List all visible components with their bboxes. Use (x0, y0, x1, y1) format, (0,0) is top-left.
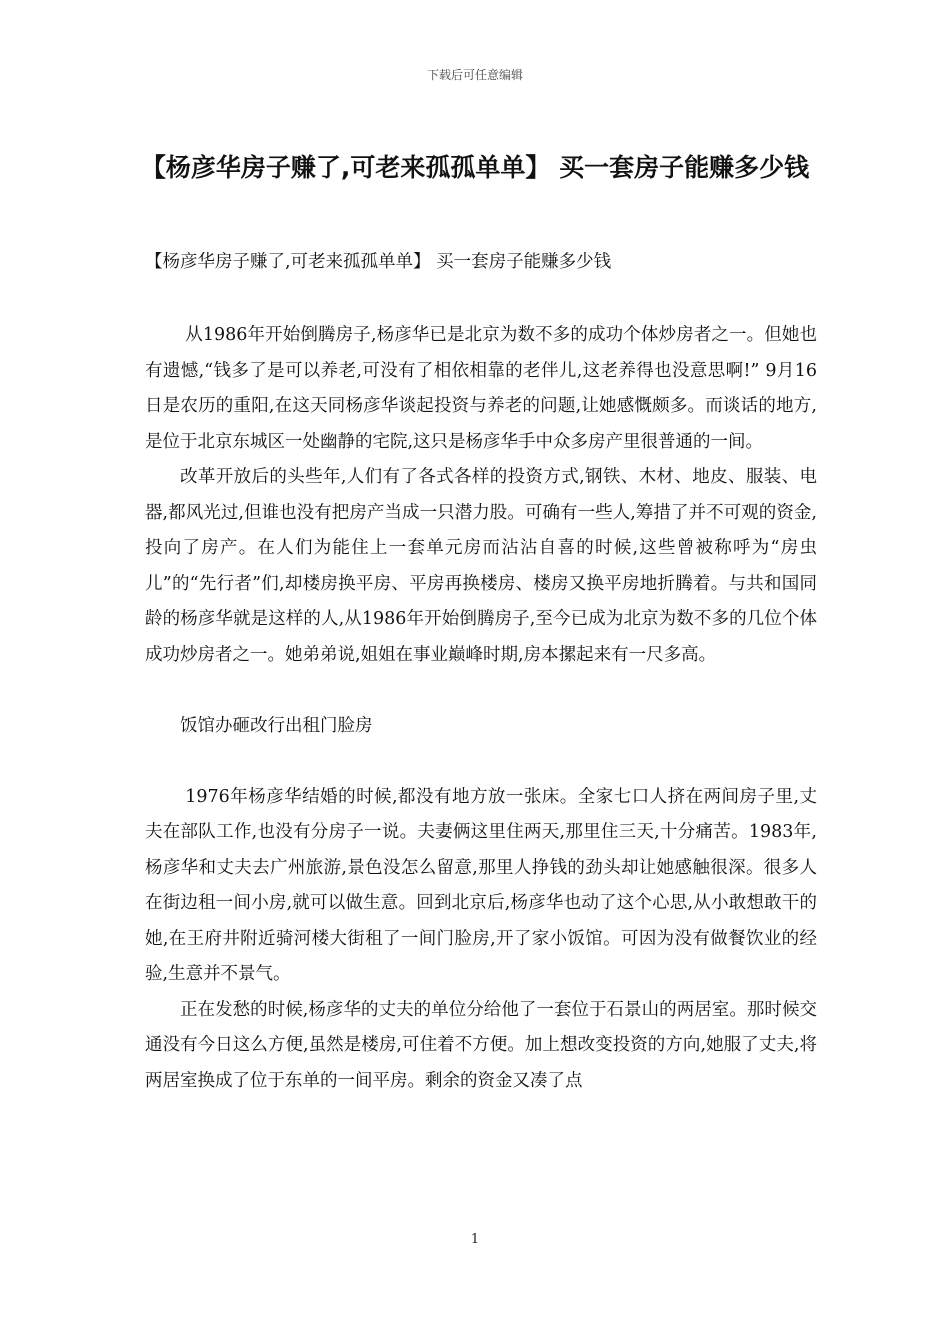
paragraph-1: 从1986年开始倒腾房子,杨彦华已是北京为数不多的成功个体炒房者之一。但她也有遗憾,“钱多了是可以养老,可没有了相依相靠的老伴儿,这老养得也没意思啊!” 9月16日是农历的重阳,在这天同杨彦华谈起投资与养老的问题,让她感慨颇多。而谈话的地方,是位于北京东城区一处幽静的宅院,这只是杨彦华手中众多房产里很普通的一间。 (145, 325, 817, 452)
paragraph-2: 改革开放后的头些年,人们有了各式各样的投资方式,钢铁、木材、地皮、服装、电器,都风光过,但谁也没有把房产当成一只潜力股。可确有一些人,筹措了并不可观的资金,投向了房产。在人们为能住上一套单元房而沾沾自喜的时候,这些曾被称呼为“房虫儿”的“先行者”们,却楼房换平房、平房再换楼房、楼房又换平房地折腾着。与共和国同龄的杨彦华就是这样的人,从1986年开始倒腾房子,至今已成为北京为数不多的几位个体成功炒房者之一。她弟弟说,姐姐在事业巅峰时期,房本摞起来有一尺多高。 (145, 467, 817, 665)
article-body (145, 318, 817, 1099)
document-title: 【杨彦华房子赚了,可老来孤孤单单】 买一套房子能赚多少钱 (140, 153, 810, 182)
page-header-note: 下载后可任意编辑 (426, 68, 523, 82)
section-heading: 饭馆办砸改行出租门脸房 (180, 715, 373, 736)
paragraph-3: 1976年杨彦华结婚的时候,都没有地方放一张床。全家七口人挤在两间房子里,丈夫在部队工作,也没有分房子一说。夫妻俩这里住两天,那里住三天,十分痛苦。1983年,杨彦华和丈夫去广州旅游,景色没怎么留意,那里人挣钱的劲头却让她感触很深。很多人在街边租一间小房,就可以做生意。回到北京后,杨彦华也动了这个心思,从小敢想敢干的她,在王府井附近骑河楼大街租了一间门脸房,开了家小饭馆。可因为没有做餐饮业的经验,生意并不景气。 (145, 786, 817, 984)
page-number: 1 (470, 1232, 480, 1247)
paragraph-4: 正在发愁的时候,杨彦华的丈夫的单位分给他了一套位于石景山的两居室。那时候交通没有今日这么方便,虽然是楼房,可住着不方便。加上想改变投资的方向,她服了丈夫,将两居室换成了位于东单的一间平房。剩余的资金又凑了点 (145, 999, 817, 1091)
document-subtitle: 【杨彦华房子赚了,可老来孤孤单单】 买一套房子能赚多少钱 (145, 252, 612, 272)
